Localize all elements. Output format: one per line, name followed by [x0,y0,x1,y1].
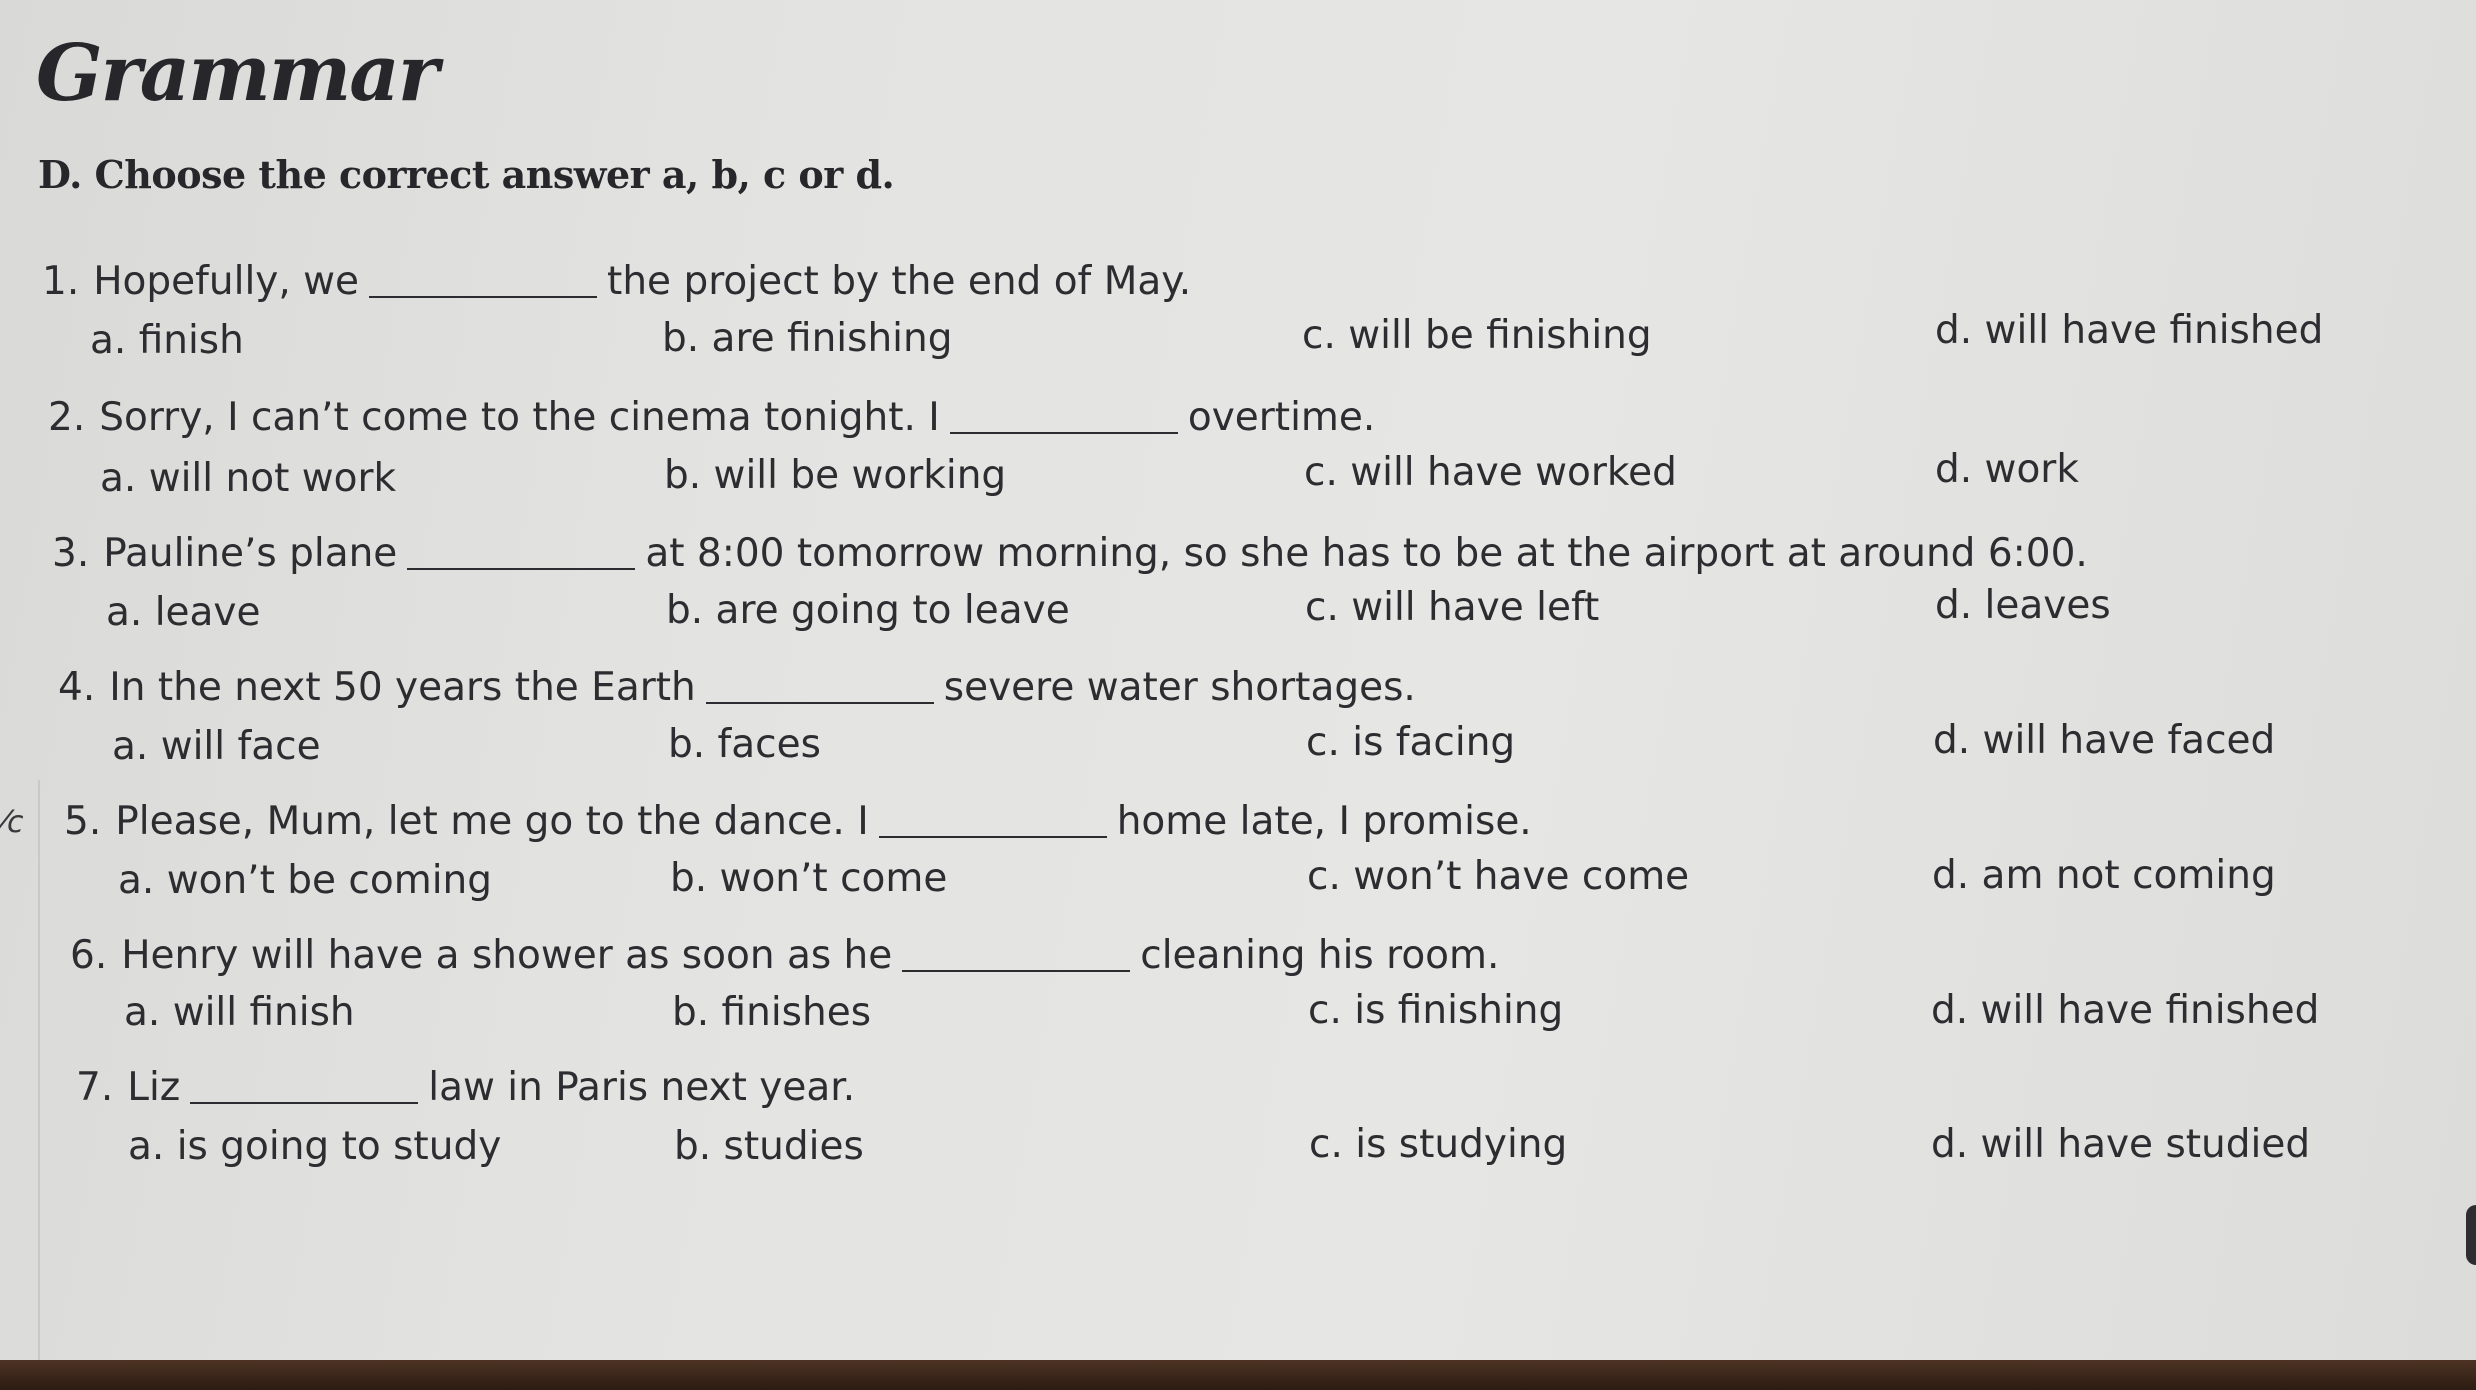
option-b[interactable]: b. are going to leave [666,588,1070,633]
stem-after-blank: cleaning his room. [1140,933,1500,978]
stem-after-blank: the project by the end of May. [607,259,1192,304]
stem-after-blank: home late, I promise. [1116,799,1532,844]
page-edge-mark [2466,1205,2476,1265]
question-stem [48,394,1375,440]
option-d[interactable]: d. work [1935,447,2079,492]
question-stem [42,258,1191,304]
option-b[interactable]: b. faces [668,722,821,767]
option-b[interactable]: b. studies [674,1124,864,1169]
option-c[interactable]: c. will have worked [1304,450,1677,495]
option-a[interactable]: a. will face [112,724,321,769]
option-d[interactable]: d. will have finished [1931,988,2320,1033]
question-stem [58,664,1416,710]
stem-before-blank: Please, Mum, let me go to the dance. I [115,799,869,844]
answer-blank[interactable] [902,932,1130,972]
question-stem [70,932,1499,978]
option-c[interactable]: c. will be finishing [1302,313,1652,358]
option-c[interactable]: c. won’t have come [1307,854,1690,899]
section-title: Grammar [36,28,437,119]
answer-blank[interactable] [950,394,1178,434]
option-d[interactable]: d. am not coming [1932,853,2276,898]
option-d[interactable]: d. will have finished [1935,308,2324,353]
option-a[interactable]: a. will finish [124,990,355,1035]
question-number: 3. [52,531,90,576]
option-d[interactable]: d. will have studied [1931,1122,2311,1167]
option-a[interactable]: a. will not work [100,456,397,501]
stem-after-blank: law in Paris next year. [428,1065,856,1110]
option-a[interactable]: a. won’t be coming [118,858,493,903]
option-d[interactable]: d. leaves [1935,583,2111,628]
question-number: 4. [58,665,96,710]
stem-after-blank: at 8:00 tomorrow morning, so she has to be at the airport at around 6:00. [645,531,2088,576]
margin-mark: ⁄c [2,805,24,840]
answer-blank[interactable] [369,258,597,298]
question-number: 1. [42,259,80,304]
answer-blank[interactable] [706,664,934,704]
answer-blank[interactable] [879,798,1107,838]
option-b[interactable]: b. finishes [672,990,872,1035]
question-stem [52,530,2088,576]
question-number: 2. [48,395,86,440]
answer-blank[interactable] [407,530,635,570]
question-number: 6. [70,933,108,978]
option-c[interactable]: c. will have left [1305,585,1600,630]
stem-after-blank: severe water shortages. [943,665,1416,710]
option-c[interactable]: c. is studying [1309,1122,1568,1167]
stem-before-blank: Liz [127,1065,181,1110]
answer-blank[interactable] [190,1064,418,1104]
stem-before-blank: Sorry, I can’t come to the cinema tonight. I [99,395,940,440]
option-b[interactable]: b. are finishing [662,316,953,361]
question-stem [64,798,1532,844]
option-b[interactable]: b. won’t come [670,856,948,901]
question-stem [76,1064,855,1110]
stem-before-blank: In the next 50 years the Earth [109,665,696,710]
option-c[interactable]: c. is facing [1306,720,1516,765]
stem-after-blank: overtime. [1187,395,1376,440]
exercise-instruction: D. Choose the correct answer a, b, c or d. [38,152,895,197]
question-number: 5. [64,799,102,844]
page-crease [38,780,40,1360]
option-a[interactable]: a. finish [90,318,244,363]
option-a[interactable]: a. is going to study [128,1124,502,1169]
stem-before-blank: Henry will have a shower as soon as he [121,933,893,978]
stem-before-blank: Pauline’s plane [103,531,398,576]
stem-before-blank: Hopefully, we [93,259,360,304]
option-c[interactable]: c. is finishing [1308,988,1564,1033]
option-b[interactable]: b. will be working [664,453,1007,498]
option-d[interactable]: d. will have faced [1933,718,2276,763]
option-a[interactable]: a. leave [106,590,261,635]
table-surface [0,1360,2476,1390]
question-number: 7. [76,1065,114,1110]
